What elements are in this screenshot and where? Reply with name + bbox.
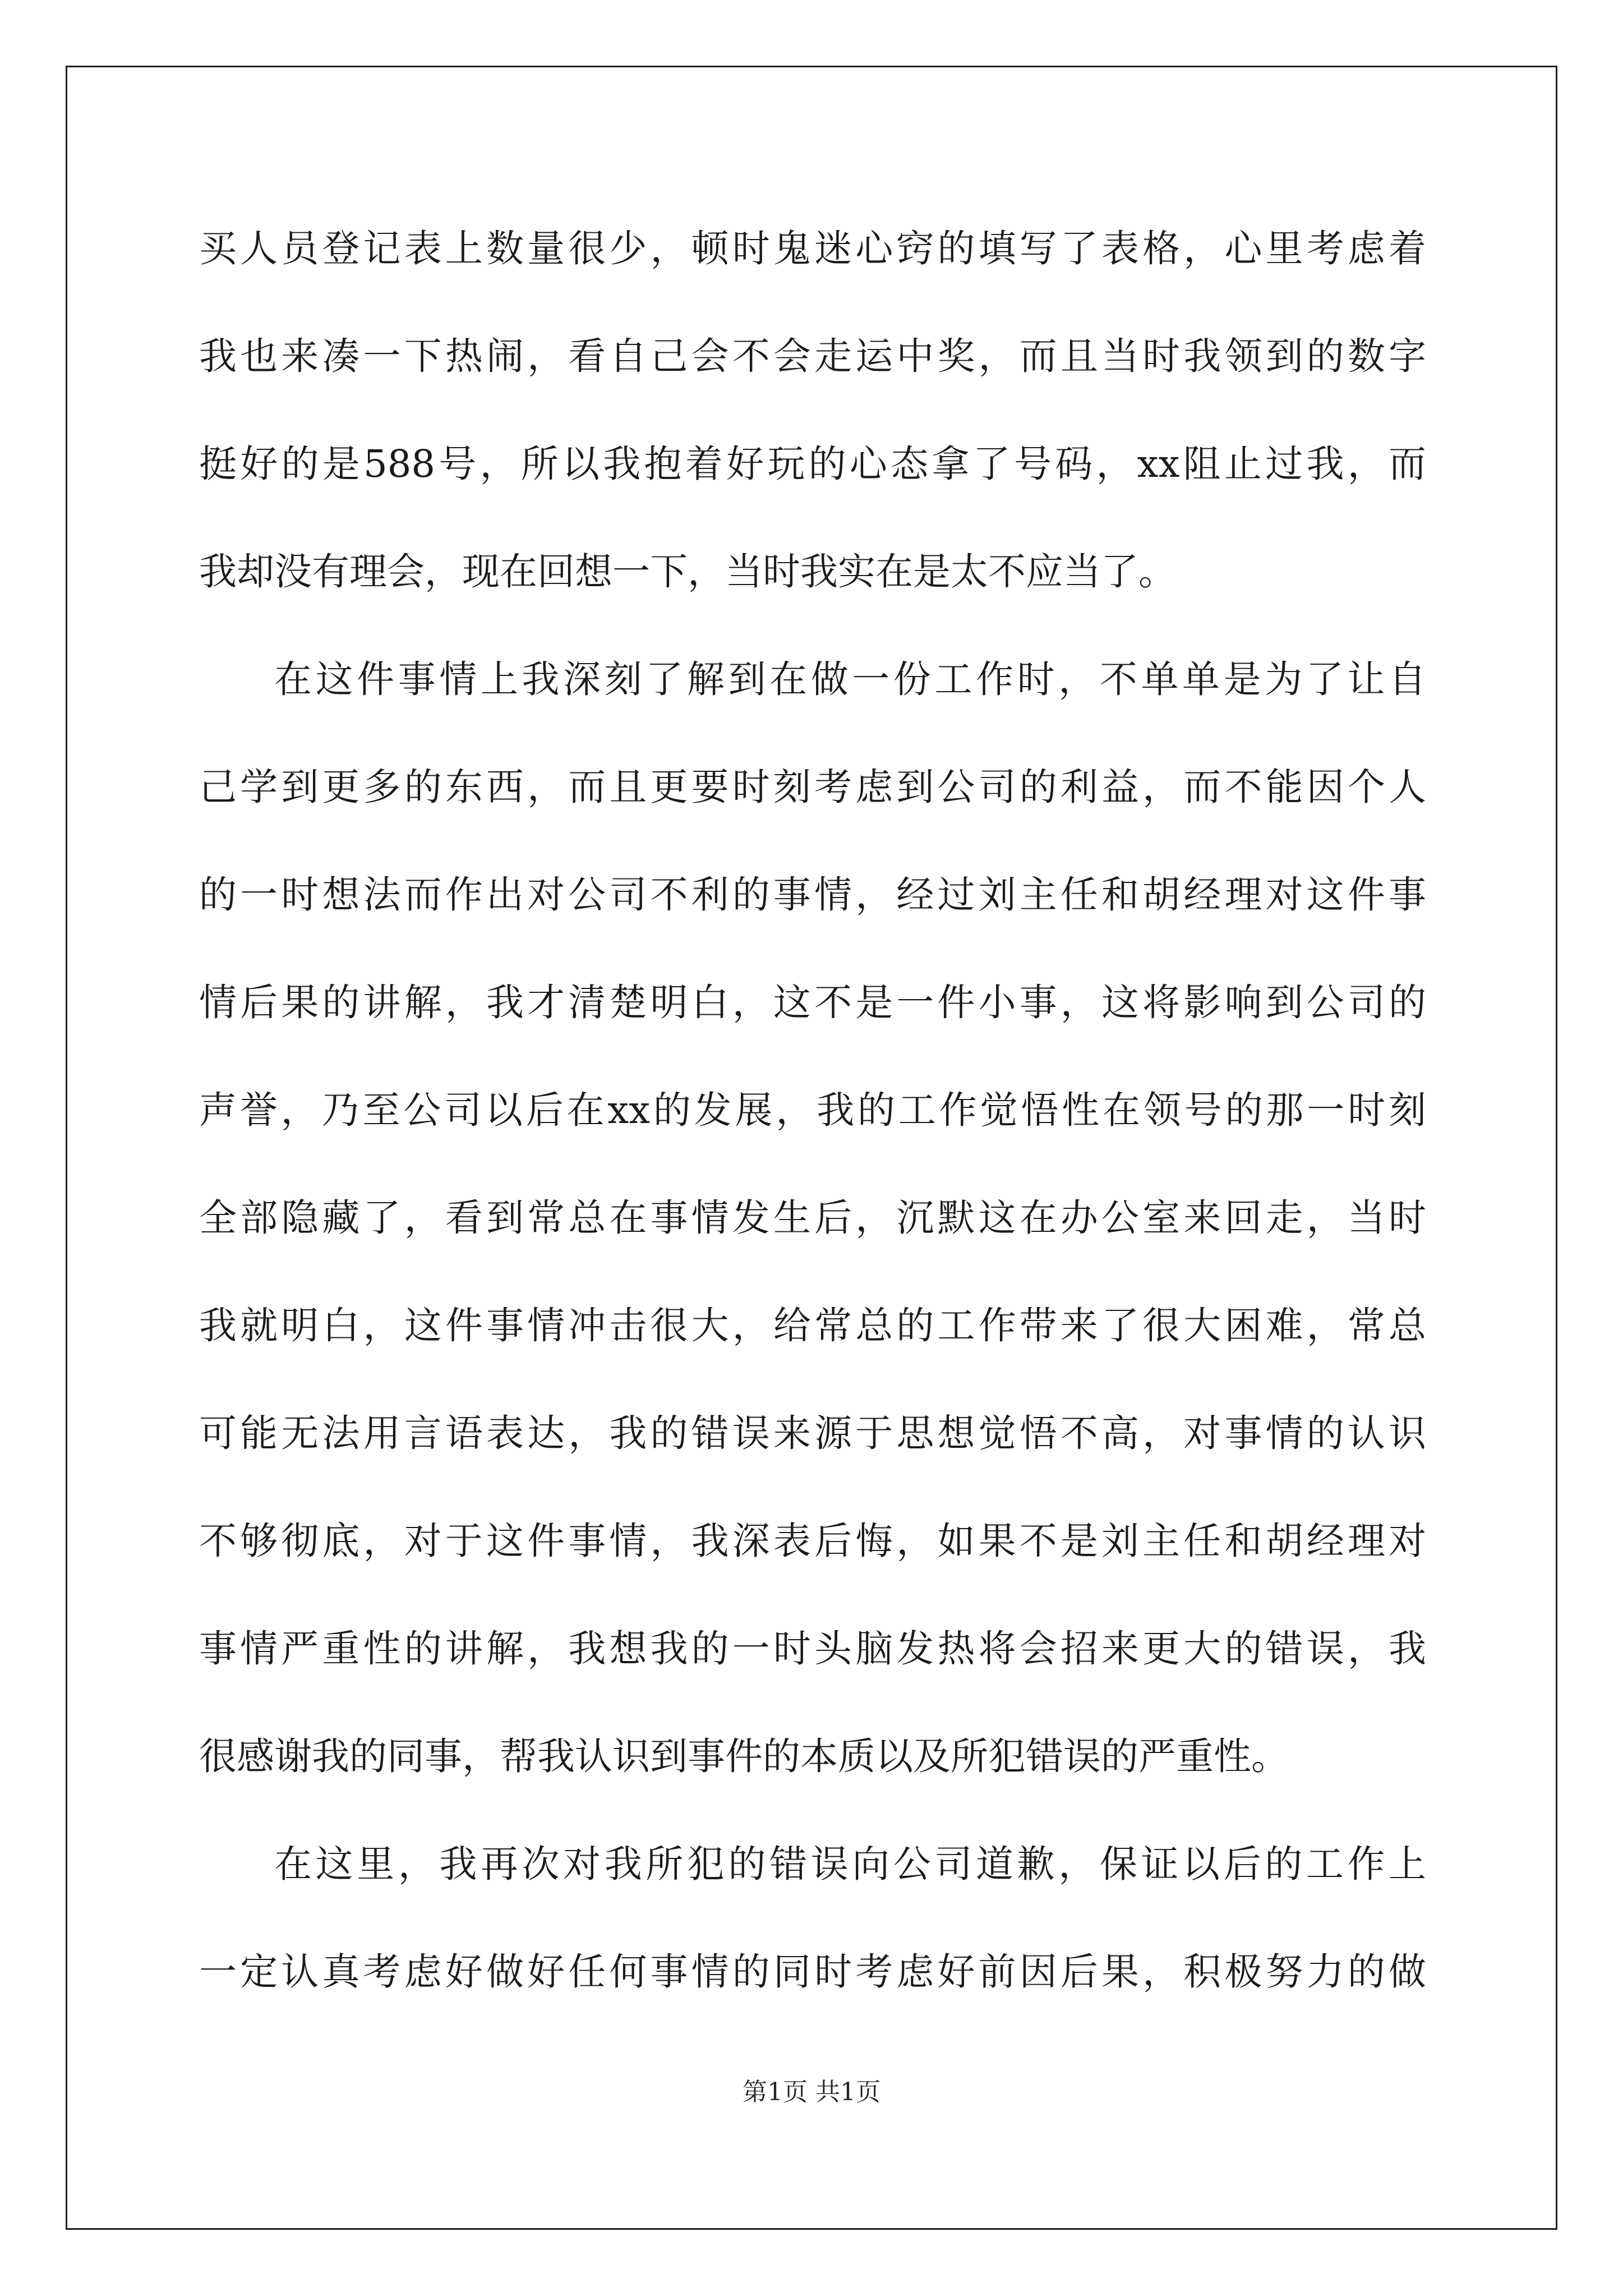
text-line: 挺好的是588号，所以我抱着好玩的心态拿了号码，xx阻止过我，而 bbox=[199, 442, 1426, 486]
text-line: 全部隐藏了，看到常总在事情发生后，沉默这在办公室来回走，当时 bbox=[199, 1196, 1426, 1240]
text-line: 一定认真考虑好做好任何事情的同时考虑好前因后果，积极努力的做 bbox=[199, 1950, 1426, 1994]
text-line: 事情严重性的讲解，我想我的一时头脑发热将会招来更大的错误，我 bbox=[199, 1627, 1426, 1671]
text-line: 我也来凑一下热闹，看自己会不会走运中奖，而且当时我领到的数字 bbox=[199, 334, 1426, 378]
text-line: 很感谢我的同事，帮我认识到事件的本质以及所犯错误的严重性。 bbox=[199, 1734, 1289, 1778]
text-line: 在这里，我再次对我所犯的错误向公司道歉，保证以后的工作上 bbox=[274, 1842, 1426, 1886]
text-line: 买人员登记表上数量很少，顿时鬼迷心窍的填写了表格，心里考虑着 bbox=[199, 227, 1426, 270]
text-line: 我就明白，这件事情冲击很大，给常总的工作带来了很大困难，常总 bbox=[199, 1304, 1426, 1347]
text-line: 不够彻底，对于这件事情，我深表后悔，如果不是刘主任和胡经理对 bbox=[199, 1519, 1426, 1563]
text-line: 己学到更多的东西，而且更要时刻考虑到公司的利益，而不能因个人 bbox=[199, 765, 1426, 809]
text-line: 情后果的讲解，我才清楚明白，这不是一件小事，这将影响到公司的 bbox=[199, 981, 1426, 1024]
text-line: 我却没有理会，现在回想一下，当时我实在是太不应当了。 bbox=[199, 550, 1176, 593]
text-line: 在这件事情上我深刻了解到在做一份工作时，不单单是为了让自 bbox=[274, 657, 1426, 701]
text-line: 声誉，乃至公司以后在xx的发展，我的工作觉悟性在领号的那一时刻 bbox=[199, 1088, 1426, 1132]
document-body bbox=[199, 218, 1426, 2049]
page-footer: 第1页 共1页 bbox=[743, 2078, 880, 2106]
text-line: 可能无法用言语表达，我的错误来源于思想觉悟不高，对事情的认识 bbox=[199, 1411, 1426, 1455]
text-line: 的一时想法而作出对公司不利的事情，经过刘主任和胡经理对这件事 bbox=[199, 873, 1426, 917]
